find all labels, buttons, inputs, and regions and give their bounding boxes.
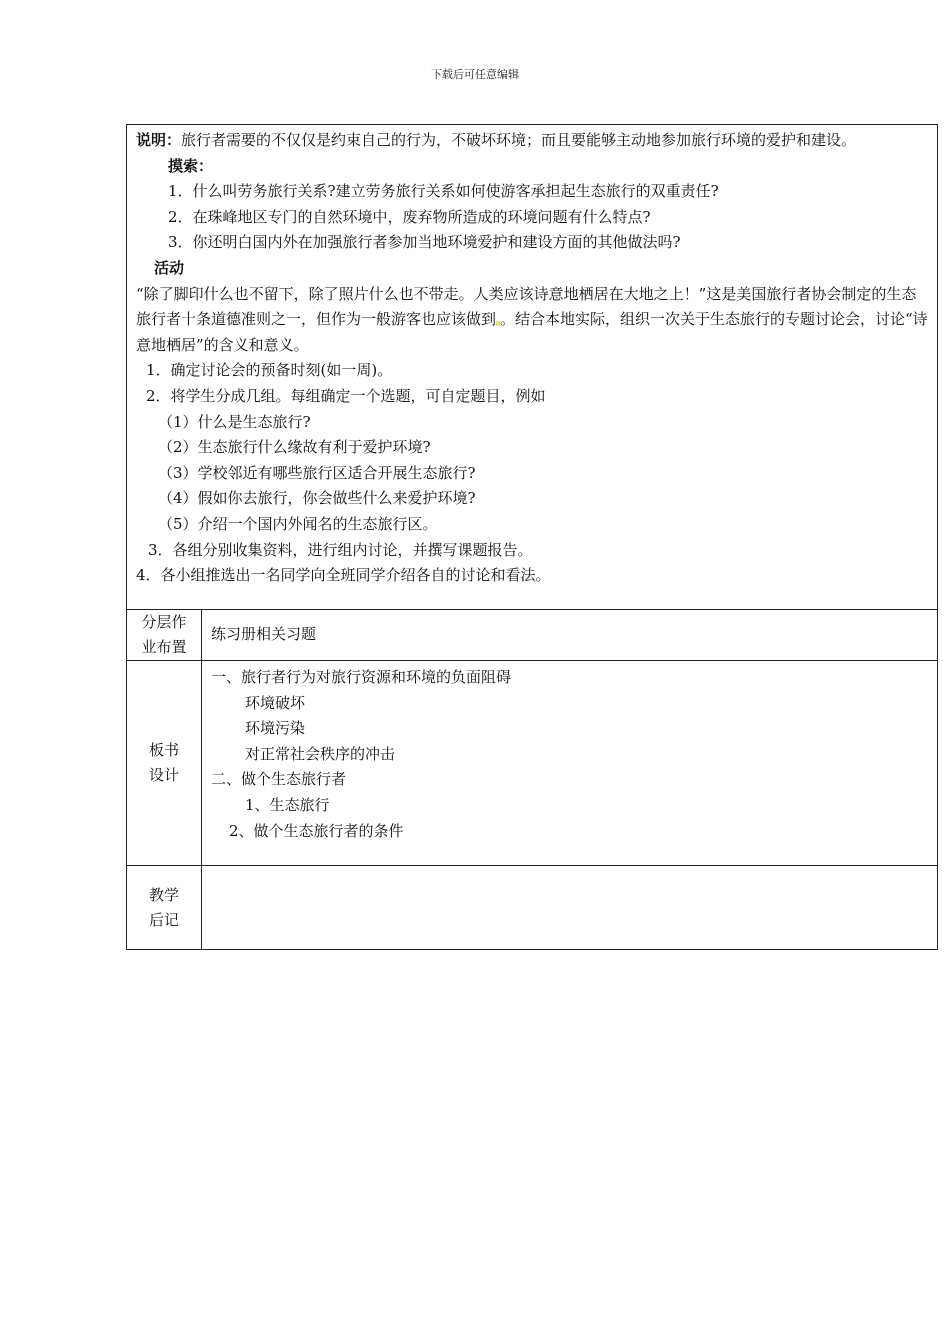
- activity-text-part-a: “除了脚印什么也不留下，除了照片什么也不带走。人类应该诗意地栖居在大地之上！”这是美国旅行者协会制定的生态旅行者十条道德准则之一，但作为一般游客也应该做到: [136, 284, 917, 329]
- board-label-line: 板书: [148, 741, 179, 759]
- question-item: （5）介绍一个国内外闻名的生态旅行区。: [158, 514, 438, 533]
- board-section-heading: 一、旅行者行为对旅行资源和环境的负面阻碍: [211, 668, 512, 686]
- explain-paragraph: [136, 128, 931, 154]
- board-item: 环境破坏: [245, 693, 306, 712]
- question-item: （1）什么是生态旅行?: [158, 412, 311, 431]
- activity-heading: 活动: [154, 258, 185, 277]
- homework-label-line: 分层作: [141, 613, 187, 631]
- homework-content-cell: [202, 610, 938, 661]
- activity-text-part-b: 。结合本地实际，组织一次关于生态旅行的专题讨论会，讨论“诗意地栖居”的含义和意义。: [136, 310, 928, 354]
- explore-item: 3．你还明白国内外在加强旅行者参加当地环境爱护和建设方面的其他做法吗?: [168, 233, 681, 252]
- notes-content-cell: [202, 866, 938, 950]
- board-label: [127, 661, 202, 866]
- question-item: （4）假如你去旅行，你会做些什么来爱护环境?: [158, 489, 476, 508]
- notes-label-line: 后记: [148, 910, 179, 929]
- header-note: 下载后可任意编辑: [431, 68, 519, 81]
- homework-content: 练习册相关习题: [211, 625, 317, 643]
- notes-label: [127, 866, 202, 950]
- board-item: 2、做个生态旅行者的条件: [229, 821, 404, 840]
- explore-item: 1．什么叫劳务旅行关系?建立劳务旅行关系如何使游客承担起生态旅行的双重责任?: [168, 182, 719, 201]
- explain-label: 说明：: [136, 131, 182, 149]
- question-item: （3）学校邻近有哪些旅行区适合开展生态旅行?: [158, 463, 476, 482]
- explore-item: 2．在珠峰地区专门的自然环境中，废弃物所造成的环境问题有什么特点?: [168, 207, 651, 226]
- activity-section: [127, 125, 938, 610]
- activity-step: 3．各组分别收集资料，进行组内讨论，并撰写课题报告。: [148, 540, 533, 559]
- explain-text: 旅行者需要的不仅仅是约束自己的行为，不破坏环境；而且要能够主动地参加旅行环境的爱护和建设。: [181, 131, 857, 149]
- activity-step: 4．各小组推选出一名同学向全班同学介绍各自的讨论和看法。: [136, 566, 551, 585]
- board-section-heading: 二、做个生态旅行者: [211, 770, 347, 789]
- homework-label-line: 业布置: [141, 638, 187, 656]
- homework-label: [127, 610, 202, 661]
- board-item: 1、生态旅行: [245, 795, 330, 814]
- board-item: 环境污染: [245, 719, 306, 738]
- explore-heading: 摸索：: [168, 156, 214, 175]
- lesson-plan-table: [126, 124, 938, 950]
- board-content-cell: [202, 661, 938, 866]
- board-label-line: 设计: [148, 766, 179, 784]
- step-1-end: 。: [377, 361, 393, 380]
- activity-step: [136, 358, 931, 384]
- board-item: 对正常社会秩序的冲击: [245, 744, 396, 763]
- activity-step: 2．将学生分成几组。每组确定一个选题，可自定题目，例如: [146, 386, 546, 405]
- question-item: （2）生态旅行什么缘故有利于爱护环境?: [158, 438, 431, 457]
- step-1-text: 1．确定讨论会的预备时刻(如一周): [146, 361, 378, 380]
- notes-label-line: 教学: [148, 885, 179, 904]
- activity-paragraph: [136, 282, 931, 359]
